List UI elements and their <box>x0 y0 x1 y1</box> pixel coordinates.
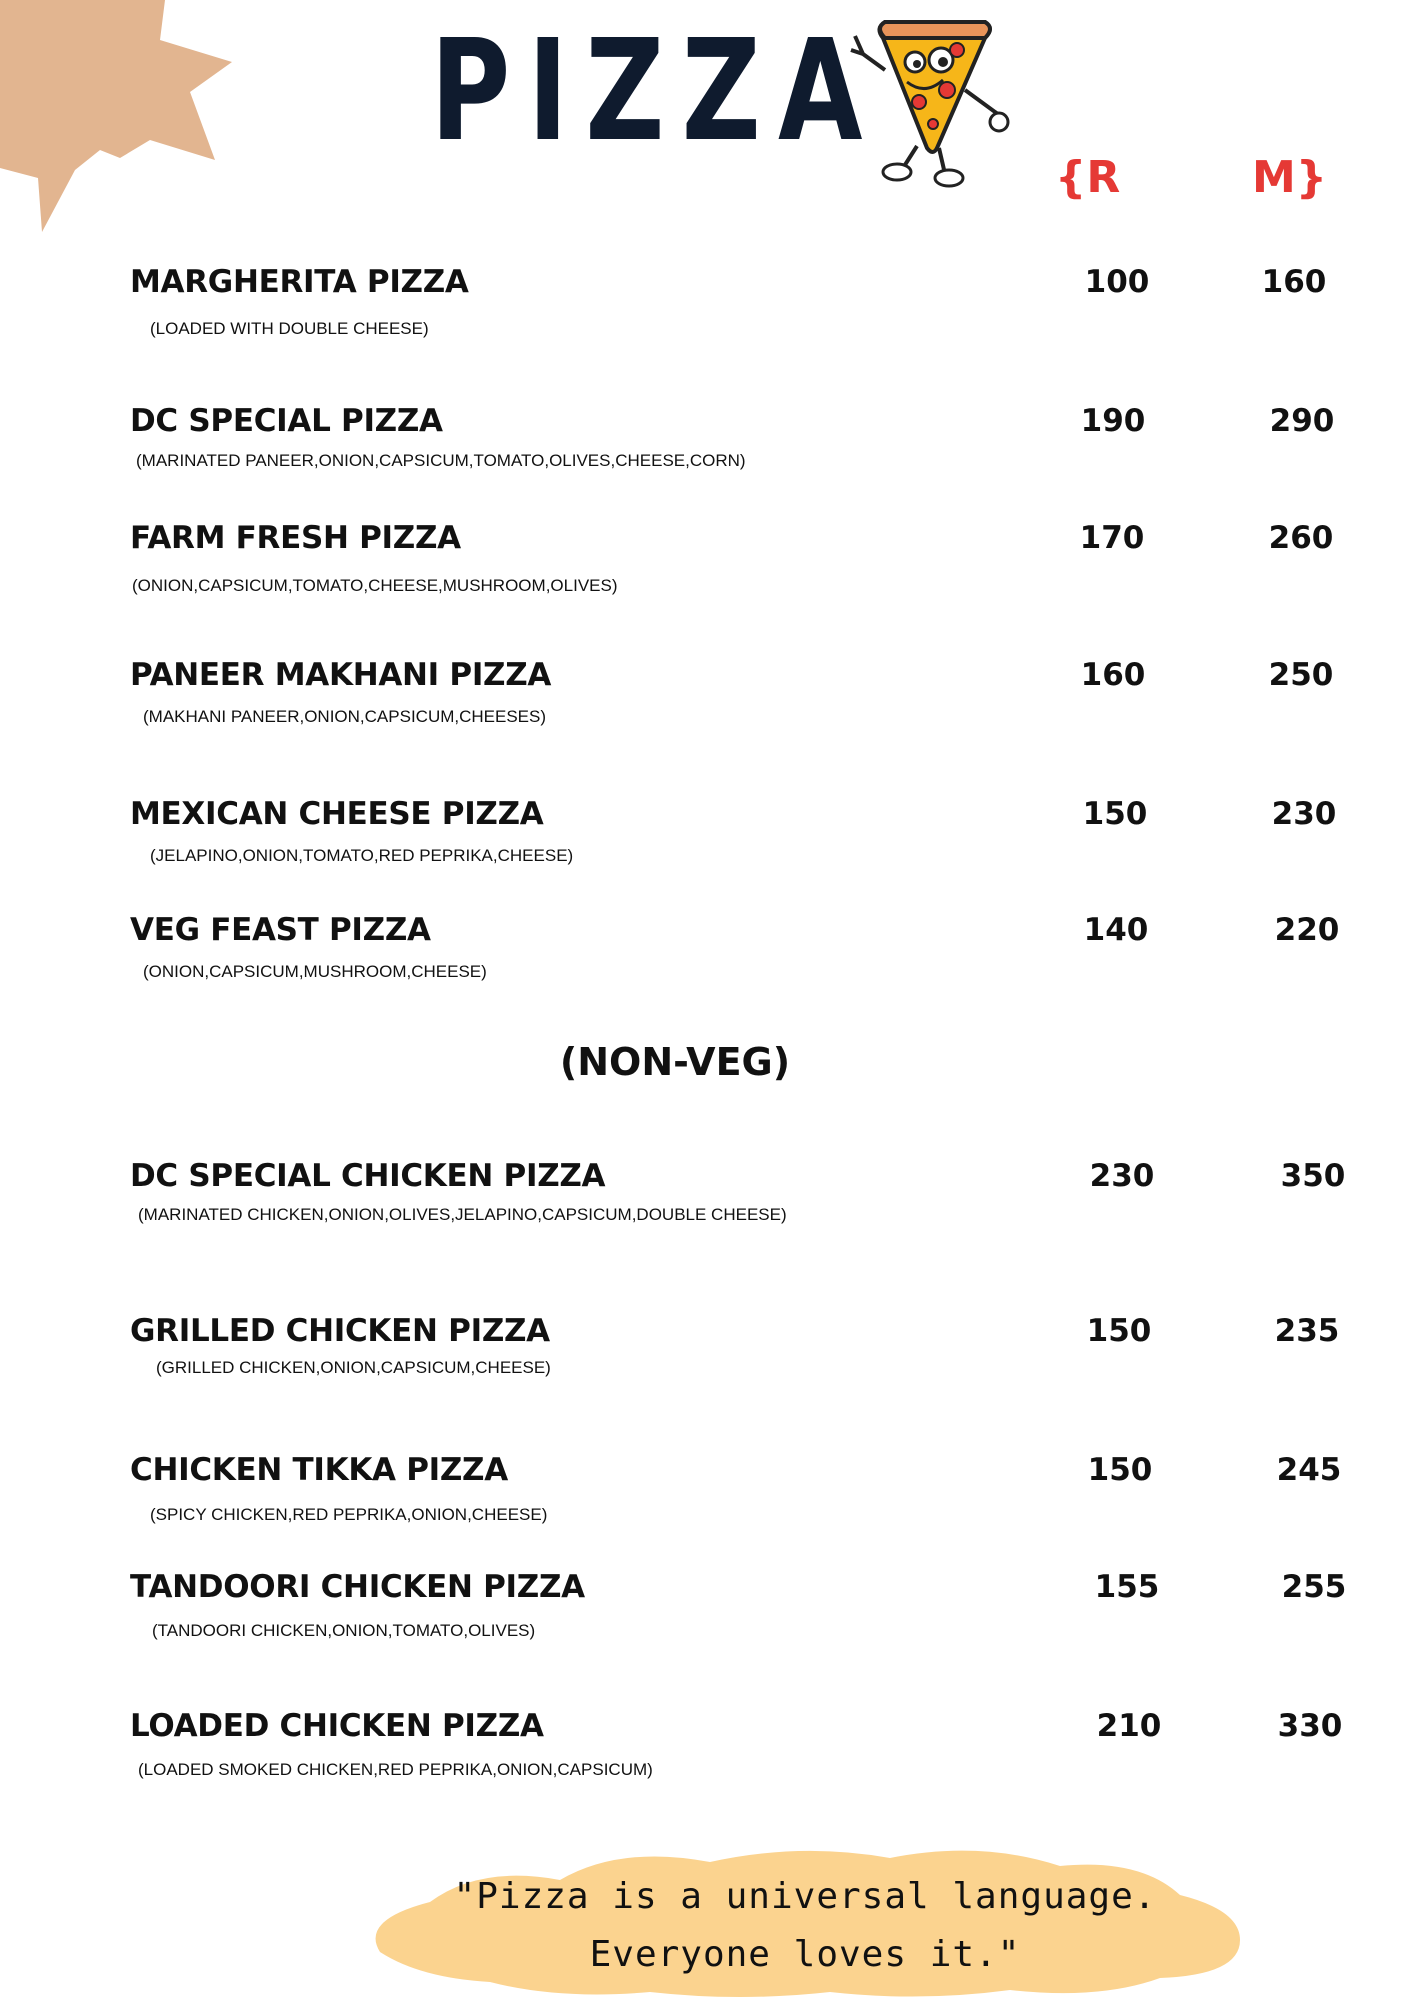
item-name: MEXICAN CHEESE PIZZA <box>130 796 544 832</box>
price-medium: 230 <box>1271 796 1337 832</box>
price-regular: 210 <box>1096 1708 1162 1744</box>
price-regular: 150 <box>1086 1313 1152 1349</box>
price-medium: 245 <box>1276 1452 1342 1488</box>
item-name: DC SPECIAL CHICKEN PIZZA <box>130 1158 606 1194</box>
medium-size-header: M} <box>1252 152 1328 203</box>
price-medium: 250 <box>1268 657 1334 693</box>
item-name: LOADED CHICKEN PIZZA <box>130 1708 544 1744</box>
price-medium: 235 <box>1274 1313 1340 1349</box>
price-regular: 150 <box>1082 796 1148 832</box>
item-desc: (MARINATED CHICKEN,ONION,OLIVES,JELAPINO,CAPSICUM,DOUBLE CHEESE) <box>138 1205 787 1224</box>
price-regular: 100 <box>1084 264 1150 300</box>
regular-size-header: {R <box>1055 152 1121 203</box>
price-regular: 230 <box>1089 1158 1155 1194</box>
quote-cloud-decoration <box>360 1840 1250 2000</box>
price-regular: 150 <box>1087 1452 1153 1488</box>
page-title: PIZZA <box>430 10 880 173</box>
price-medium: 260 <box>1268 520 1334 556</box>
item-name: DC SPECIAL PIZZA <box>130 403 443 439</box>
price-medium: 350 <box>1280 1158 1346 1194</box>
item-desc: (LOADED WITH DOUBLE CHEESE) <box>150 319 429 338</box>
price-regular: 160 <box>1080 657 1146 693</box>
price-regular: 170 <box>1079 520 1145 556</box>
price-medium: 220 <box>1274 912 1340 948</box>
price-regular: 140 <box>1083 912 1149 948</box>
quote-line-1: "Pizza is a universal language. <box>453 1876 1157 1917</box>
price-medium: 255 <box>1281 1569 1347 1605</box>
item-desc: (MAKHANI PANEER,ONION,CAPSICUM,CHEESES) <box>143 707 547 726</box>
item-desc: (MARINATED PANEER,ONION,CAPSICUM,TOMATO,OLIVES,CHEESE,CORN) <box>136 451 746 470</box>
item-desc: (TANDOORI CHICKEN,ONION,TOMATO,OLIVES) <box>152 1621 536 1640</box>
item-name: GRILLED CHICKEN PIZZA <box>130 1313 550 1349</box>
price-medium: 330 <box>1277 1708 1343 1744</box>
price-regular: 190 <box>1080 403 1146 439</box>
item-name: PANEER MAKHANI PIZZA <box>130 657 552 693</box>
price-medium: 160 <box>1261 264 1327 300</box>
item-desc: (LOADED SMOKED CHICKEN,RED PEPRIKA,ONION,CAPSICUM) <box>138 1760 653 1779</box>
item-desc: (ONION,CAPSICUM,MUSHROOM,CHEESE) <box>143 962 487 981</box>
item-desc: (JELAPINO,ONION,TOMATO,RED PEPRIKA,CHEESE) <box>150 846 574 865</box>
item-desc: (GRILLED CHICKEN,ONION,CAPSICUM,CHEESE) <box>156 1358 551 1377</box>
item-name: VEG FEAST PIZZA <box>130 912 431 948</box>
item-name: CHICKEN TIKKA PIZZA <box>130 1452 508 1488</box>
nonveg-section-heading: (NON-VEG) <box>559 1040 791 1084</box>
quote-line-2: Everyone loves it." <box>589 1934 1021 1975</box>
item-desc: (SPICY CHICKEN,RED PEPRIKA,ONION,CHEESE) <box>150 1505 548 1524</box>
price-medium: 290 <box>1269 403 1335 439</box>
item-name: TANDOORI CHICKEN PIZZA <box>130 1569 585 1605</box>
price-regular: 155 <box>1094 1569 1160 1605</box>
item-name: MARGHERITA PIZZA <box>130 264 469 300</box>
item-name: FARM FRESH PIZZA <box>130 520 461 556</box>
pizza-mascot-icon <box>845 10 1025 190</box>
item-desc: (ONION,CAPSICUM,TOMATO,CHEESE,MUSHROOM,OLIVES) <box>132 576 618 595</box>
